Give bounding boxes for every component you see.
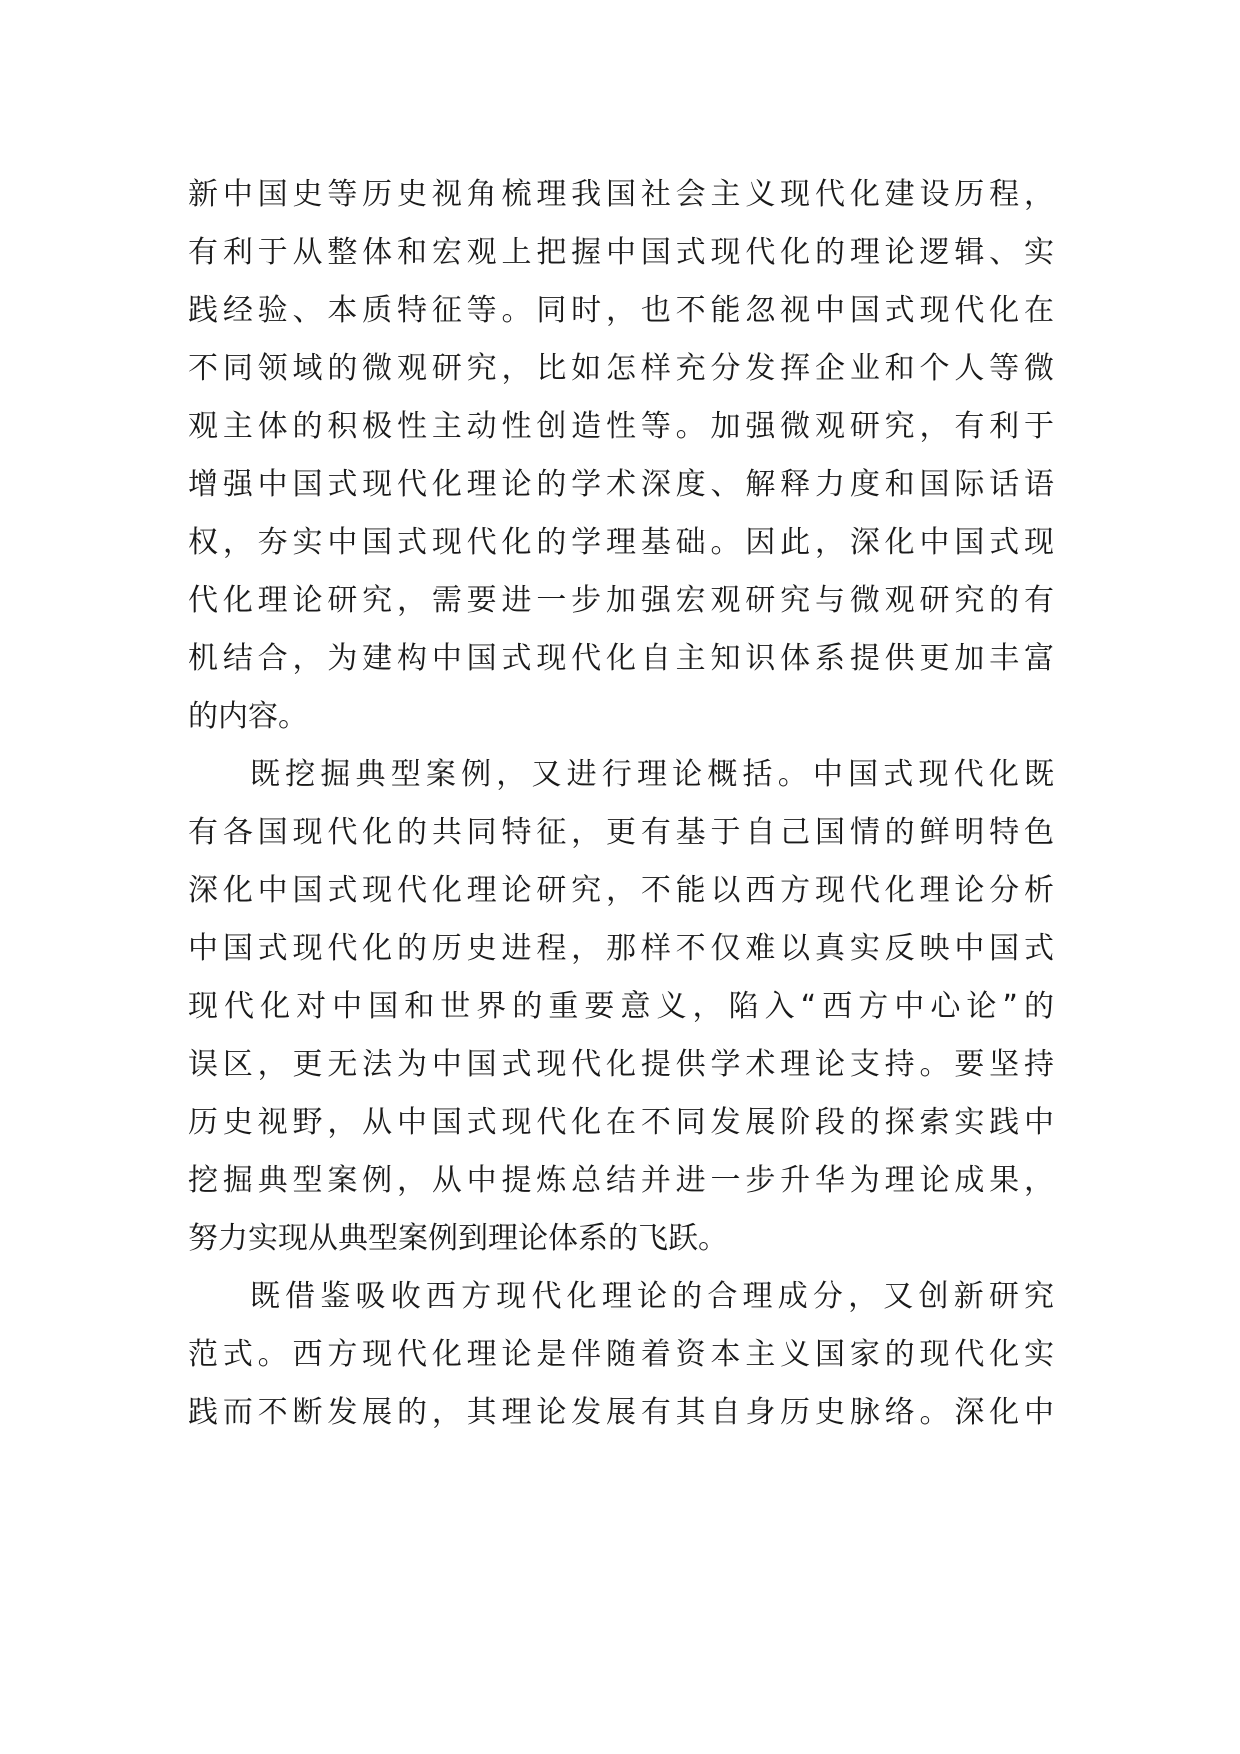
text-line: 新中国史等历史视角梳理我国社会主义现代化建设历程，: [188, 177, 1054, 212]
text-line: 代化理论研究，需要进一步加强宏观研究与微观研究的有: [188, 583, 1054, 618]
body-text: [188, 166, 1054, 1442]
text-line: 机结合，为建构中国式现代化自主知识体系提供更加丰富: [188, 641, 1054, 676]
text-line: 权，夯实中国式现代化的学理基础。因此，深化中国式现: [188, 525, 1054, 560]
text-line: 有各国现代化的共同特征，更有基于自己国情的鲜明特色: [188, 815, 1054, 850]
text-line: 有利于从整体和宏观上把握中国式现代化的理论逻辑、实: [188, 235, 1054, 270]
text-line: 增强中国式现代化理论的学术深度、解释力度和国际话语: [188, 467, 1054, 502]
text-line: 的内容。: [188, 699, 308, 734]
text-line: 深化中国式现代化理论研究，不能以西方现代化理论分析: [188, 873, 1054, 908]
paragraph-research-paradigm: [188, 1268, 1054, 1442]
text-line: 现代化对中国和世界的重要意义，陷入“西方中心论”的: [188, 989, 1054, 1024]
text-line: 观主体的积极性主动性创造性等。加强微观研究，有利于: [188, 409, 1054, 444]
text-line: 误区，更无法为中国式现代化提供学术理论支持。要坚持: [188, 1047, 1054, 1082]
text-line: 既挖掘典型案例，又进行理论概括。中国式现代化既: [250, 757, 1054, 792]
paragraph-macro-micro-research: [188, 166, 1054, 746]
text-line: 范式。西方现代化理论是伴随着资本主义国家的现代化实: [188, 1337, 1054, 1372]
text-line: 挖掘典型案例，从中提炼总结并进一步升华为理论成果，: [188, 1163, 1054, 1198]
text-line: 努力实现从典型案例到理论体系的飞跃。: [188, 1221, 728, 1256]
text-line: 践经验、本质特征等。同时，也不能忽视中国式现代化在: [188, 293, 1054, 328]
text-line: 既借鉴吸收西方现代化理论的合理成分，又创新研究: [250, 1279, 1054, 1314]
text-line: 历史视野，从中国式现代化在不同发展阶段的探索实践中: [188, 1105, 1054, 1140]
text-line: 不同领域的微观研究，比如怎样充分发挥企业和个人等微: [188, 351, 1054, 386]
text-line: 中国式现代化的历史进程，那样不仅难以真实反映中国式: [188, 931, 1054, 966]
text-line: 践而不断发展的，其理论发展有其自身历史脉络。深化中: [188, 1395, 1054, 1430]
paragraph-typical-cases: [188, 746, 1054, 1268]
